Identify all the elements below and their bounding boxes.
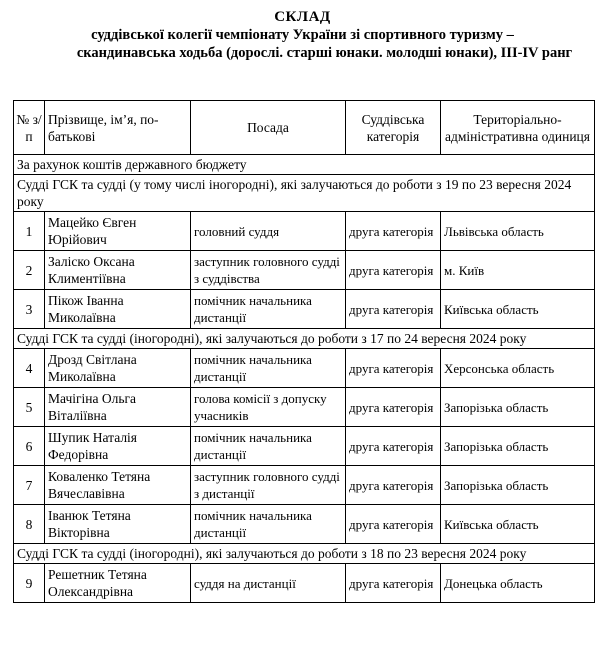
section-title: Судді ГСК та судді (іногородні), які залучаються до роботи з 17 по 24 вересня 2024 року: [14, 329, 595, 349]
row-name: Пікож Іванна Миколаївна: [45, 290, 191, 329]
judges-table: [13, 100, 595, 603]
row-num: 6: [14, 427, 45, 466]
row-name: Дрозд Світлана Миколаївна: [45, 349, 191, 388]
row-region: Львівська область: [441, 212, 595, 251]
row-position: помічник начальника дистанції: [191, 427, 346, 466]
section-title: Судді ГСК та судді (іногородні), які залучаються до роботи з 18 по 23 вересня 2024 року: [14, 544, 595, 564]
table-row: [14, 505, 595, 544]
row-category: друга категорія: [346, 564, 441, 603]
row-num: 9: [14, 564, 45, 603]
table-row: [14, 564, 595, 603]
table-row: [14, 290, 595, 329]
section-title-row: [14, 175, 595, 212]
row-region: Донецька область: [441, 564, 595, 603]
row-num: 3: [14, 290, 45, 329]
row-region: Херсонська область: [441, 349, 595, 388]
row-num: 4: [14, 349, 45, 388]
row-name: Шупик Наталія Федорівна: [45, 427, 191, 466]
row-name: Іванюк Тетяна Вікторівна: [45, 505, 191, 544]
row-name: Мачігіна Ольга Віталіївна: [45, 388, 191, 427]
header-name: Прізвище, ім’я, по-батькові: [45, 101, 191, 155]
row-region: Запорізька область: [441, 466, 595, 505]
row-category: друга категорія: [346, 427, 441, 466]
table-row: [14, 427, 595, 466]
row-category: друга категорія: [346, 251, 441, 290]
section-title-row: [14, 544, 595, 564]
row-name: Коваленко Тетяна Вячеславівна: [45, 466, 191, 505]
row-num: 5: [14, 388, 45, 427]
row-region: Запорізька область: [441, 388, 595, 427]
table-row: [14, 388, 595, 427]
header-position: Посада: [191, 101, 346, 155]
row-category: друга категорія: [346, 212, 441, 251]
row-position: заступник головного судді з суддівства: [191, 251, 346, 290]
funding-note: За рахунок коштів державного бюджету: [14, 155, 595, 175]
row-region: Київська область: [441, 290, 595, 329]
row-position: помічник начальника дистанції: [191, 290, 346, 329]
row-position: помічник начальника дистанції: [191, 349, 346, 388]
row-category: друга категорія: [346, 349, 441, 388]
section-title-row: [14, 329, 595, 349]
document-subtitle-line2: скандинавська ходьба (дорослі. старші юнаки. молодші юнаки), ІІІ-IV ранг: [76, 45, 573, 61]
row-position: суддя на дистанції: [191, 564, 346, 603]
row-num: 7: [14, 466, 45, 505]
table-row: [14, 466, 595, 505]
section-title: Судді ГСК та судді (у тому числі іногородні), які залучаються до роботи з 19 по 23 вересня 2024 року: [14, 175, 595, 212]
row-num: 8: [14, 505, 45, 544]
row-category: друга категорія: [346, 505, 441, 544]
header-category: Суддівська категорія: [346, 101, 441, 155]
row-position: головний суддя: [191, 212, 346, 251]
row-name: Мацейко Євген Юрійович: [45, 212, 191, 251]
header-region: Територіально-адміністративна одиниця: [441, 101, 595, 155]
row-num: 1: [14, 212, 45, 251]
row-region: Київська область: [441, 505, 595, 544]
row-region: Запорізька область: [441, 427, 595, 466]
row-position: голова комісії з допуску учасників: [191, 388, 346, 427]
document-title: СКЛАД: [274, 9, 331, 25]
table-row: [14, 251, 595, 290]
row-name: Решетник Тетяна Олександрівна: [45, 564, 191, 603]
row-name: Заліско Оксана Климентіївна: [45, 251, 191, 290]
row-category: друга категорія: [346, 290, 441, 329]
funding-note-row: [14, 155, 595, 175]
document-title-block: [0, 8, 605, 62]
table-header-row: [14, 101, 595, 155]
table-body: [14, 155, 595, 603]
row-region: м. Київ: [441, 251, 595, 290]
document-subtitle-line1: суддівської колегії чемпіонату України зі спортивного туризму –: [91, 27, 514, 43]
row-category: друга категорія: [346, 388, 441, 427]
row-position: помічник начальника дистанції: [191, 505, 346, 544]
row-position: заступник головного судді з дистанції: [191, 466, 346, 505]
row-num: 2: [14, 251, 45, 290]
table-row: [14, 212, 595, 251]
table-row: [14, 349, 595, 388]
header-num: № з/п: [14, 101, 45, 155]
row-category: друга категорія: [346, 466, 441, 505]
